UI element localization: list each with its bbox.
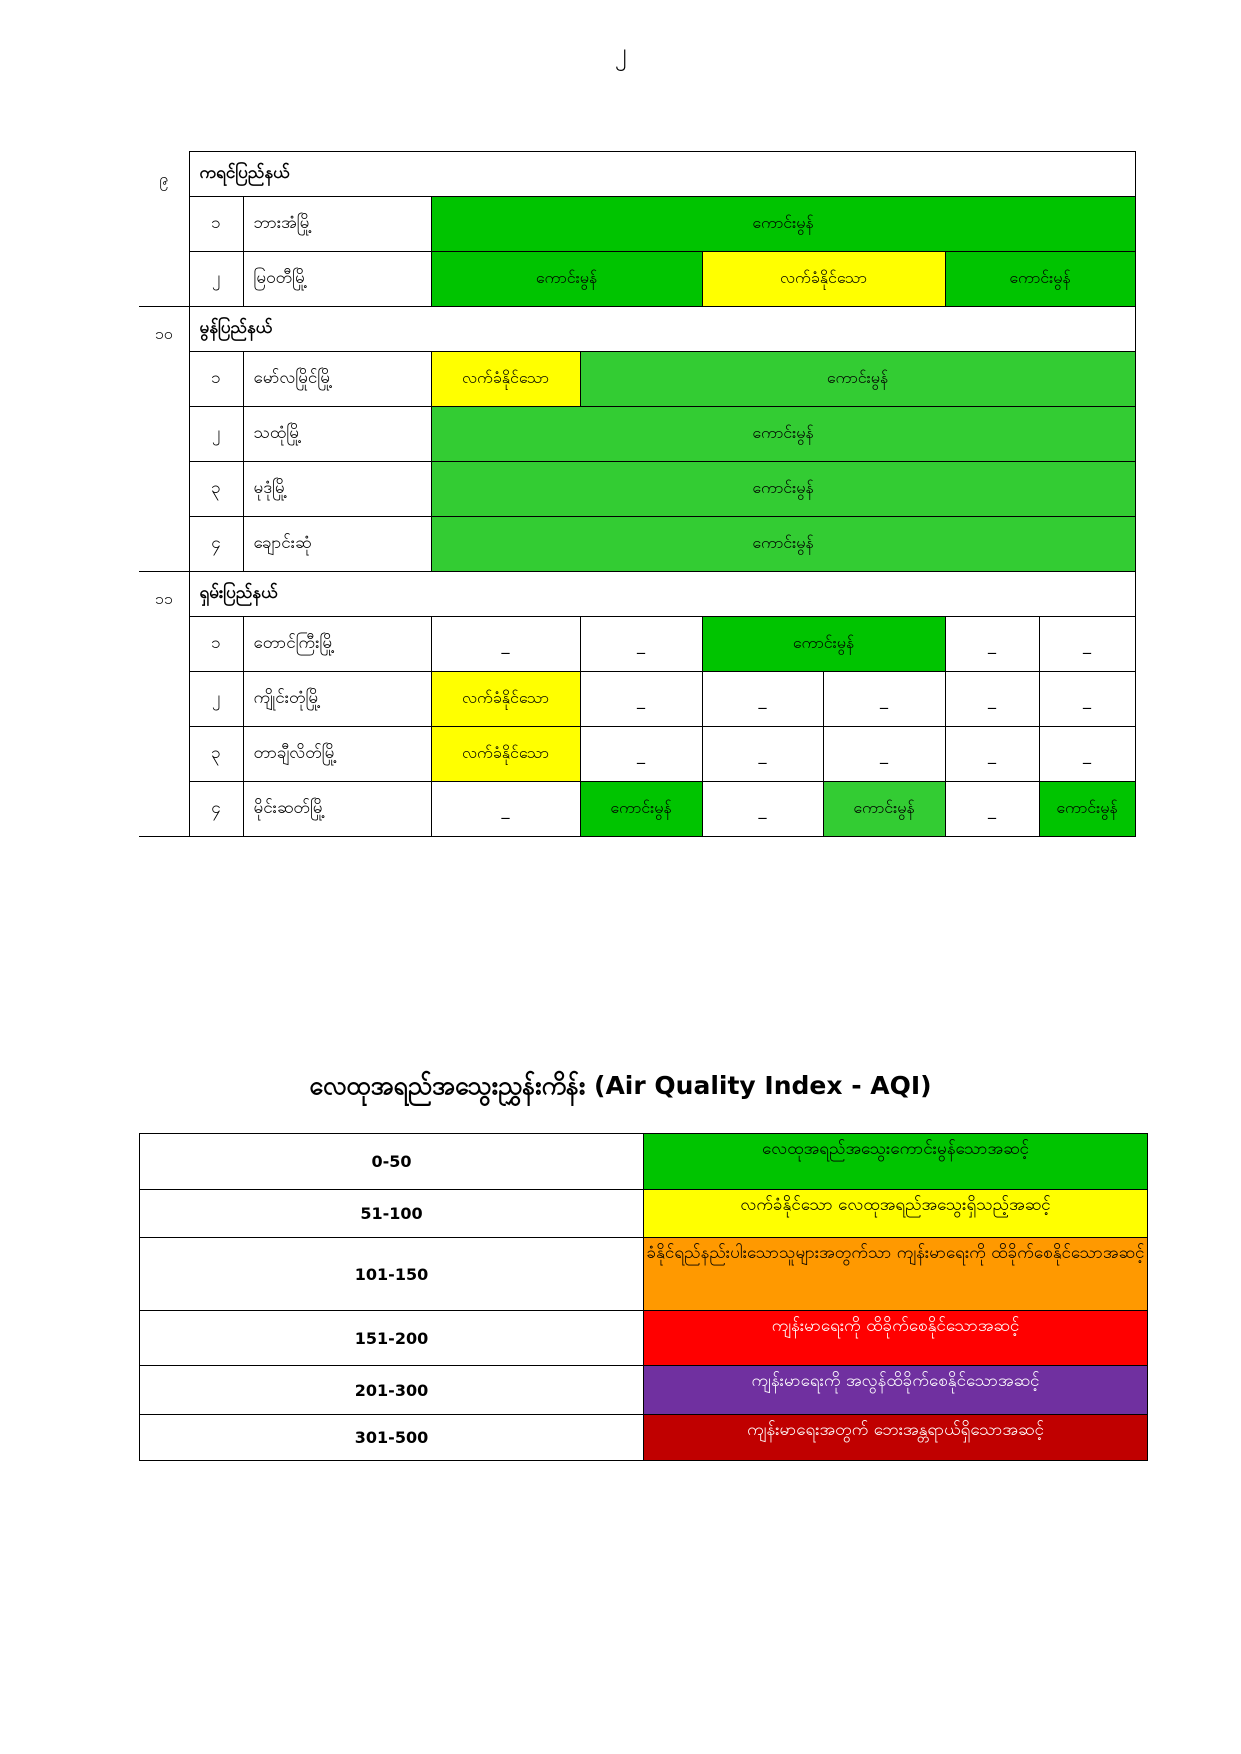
town-name: မုဒုံမြို့	[243, 462, 431, 517]
town-number: ၂	[189, 252, 243, 307]
town-row	[139, 462, 1135, 517]
status-cell: ကောင်းမွန်	[580, 782, 702, 837]
town-number: ၂	[189, 407, 243, 462]
status-cell: _	[1039, 727, 1135, 782]
region-name: ရှမ်းပြည်နယ်	[189, 572, 1135, 617]
aqi-description: ခံနိုင်ရည်နည်းပါးသောသူများအတွက်သာ ကျန်းမာရေးကို ထိခိုက်စေနိုင်သောအဆင့်	[644, 1238, 1148, 1311]
town-name: မြဝတီမြို့	[243, 252, 431, 307]
status-cell: _	[823, 727, 945, 782]
town-name: တာချီလိတ်မြို့	[243, 727, 431, 782]
aqi-range: 201-300	[140, 1366, 644, 1415]
town-number: ၃	[189, 462, 243, 517]
town-number: ၁	[189, 197, 243, 252]
status-cell: ကောင်းမွန်	[823, 782, 945, 837]
region-number: ၁၀	[139, 307, 189, 572]
status-cell: ကောင်းမွန်	[580, 352, 1135, 407]
status-cell: _	[580, 727, 702, 782]
status-cell: _	[945, 782, 1039, 837]
region-row	[139, 152, 1135, 197]
region-row	[139, 572, 1135, 617]
town-row	[139, 617, 1135, 672]
town-name: ကျိုင်းတုံမြို့	[243, 672, 431, 727]
status-cell: _	[1039, 617, 1135, 672]
region-name: ကရင်ပြည်နယ်	[189, 152, 1135, 197]
aqi-range: 101-150	[140, 1238, 644, 1311]
status-cell: _	[945, 617, 1039, 672]
region-name: မွန်ပြည်နယ်	[189, 307, 1135, 352]
aqi-row	[140, 1238, 1148, 1311]
town-name: ချောင်းဆုံ	[243, 517, 431, 572]
status-cell: _	[431, 782, 580, 837]
status-cell: _	[945, 727, 1039, 782]
town-number: ၂	[189, 672, 243, 727]
town-number: ၁	[189, 352, 243, 407]
status-cell: ကောင်းမွန်	[1039, 782, 1135, 837]
status-cell: ကောင်းမွန်	[431, 517, 1135, 572]
town-row	[139, 727, 1135, 782]
aqi-range: 0-50	[140, 1134, 644, 1190]
aqi-range: 51-100	[140, 1190, 644, 1238]
aqi-row	[140, 1366, 1148, 1415]
town-name: မော်လမြိုင်မြို့	[243, 352, 431, 407]
status-cell: လက်ခံနိုင်သော	[431, 672, 580, 727]
town-name: ဘားအံမြို့	[243, 197, 431, 252]
status-cell: လက်ခံနိုင်သော	[431, 352, 580, 407]
status-cell: _	[702, 782, 823, 837]
aqi-description: ကျန်းမာရေးကို ထိခိုက်စေနိုင်သောအဆင့်	[644, 1311, 1148, 1366]
status-cell: ကောင်းမွန်	[431, 407, 1135, 462]
status-cell: _	[945, 672, 1039, 727]
aqi-row	[140, 1190, 1148, 1238]
town-name: မိုင်းဆတ်မြို့	[243, 782, 431, 837]
aqi-description: လေထုအရည်အသွေးကောင်းမွန်သောအဆင့်	[644, 1134, 1148, 1190]
air-quality-status-table	[139, 151, 1136, 837]
aqi-legend-table	[139, 1133, 1148, 1461]
town-number: ၁	[189, 617, 243, 672]
status-cell: လက်ခံနိုင်သော	[702, 252, 945, 307]
aqi-row	[140, 1311, 1148, 1366]
status-cell: _	[702, 672, 823, 727]
status-cell: _	[580, 617, 702, 672]
town-name: တောင်ကြီးမြို့	[243, 617, 431, 672]
status-cell: _	[431, 617, 580, 672]
aqi-range: 151-200	[140, 1311, 644, 1366]
status-cell: လက်ခံနိုင်သော	[431, 727, 580, 782]
aqi-row	[140, 1415, 1148, 1461]
status-cell: _	[580, 672, 702, 727]
aqi-row	[140, 1134, 1148, 1190]
region-row	[139, 307, 1135, 352]
aqi-description: ကျန်းမာရေးကို အလွန်ထိခိုက်စေနိုင်သောအဆင့်	[644, 1366, 1148, 1415]
town-name: သထုံမြို့	[243, 407, 431, 462]
status-cell: ကောင်းမွန်	[431, 462, 1135, 517]
status-cell: ကောင်းမွန်	[431, 197, 1135, 252]
town-row	[139, 782, 1135, 837]
town-row	[139, 407, 1135, 462]
town-row	[139, 252, 1135, 307]
town-row	[139, 672, 1135, 727]
aqi-description: ကျန်းမာရေးအတွက် ဘေးအန္တရာယ်ရှိသောအဆင့်	[644, 1415, 1148, 1461]
aqi-range: 301-500	[140, 1415, 644, 1461]
town-number: ၃	[189, 727, 243, 782]
status-cell: ကောင်းမွန်	[945, 252, 1135, 307]
aqi-title: လေထုအရည်အသွေးညွှန်းကိန်း (Air Quality Index - AQI)	[309, 1071, 932, 1100]
town-number: ၄	[189, 782, 243, 837]
page-number: ၂	[614, 38, 627, 66]
region-number: ၉	[139, 152, 189, 307]
region-number: ၁၁	[139, 572, 189, 837]
status-cell: _	[1039, 672, 1135, 727]
aqi-description: လက်ခံနိုင်သော လေထုအရည်အသွေးရှိသည့်အဆင့်	[644, 1190, 1148, 1238]
town-row	[139, 517, 1135, 572]
status-cell: ကောင်းမွန်	[431, 252, 702, 307]
status-cell: _	[823, 672, 945, 727]
town-row	[139, 197, 1135, 252]
status-cell: ကောင်းမွန်	[702, 617, 945, 672]
town-number: ၄	[189, 517, 243, 572]
town-row	[139, 352, 1135, 407]
status-cell: _	[702, 727, 823, 782]
